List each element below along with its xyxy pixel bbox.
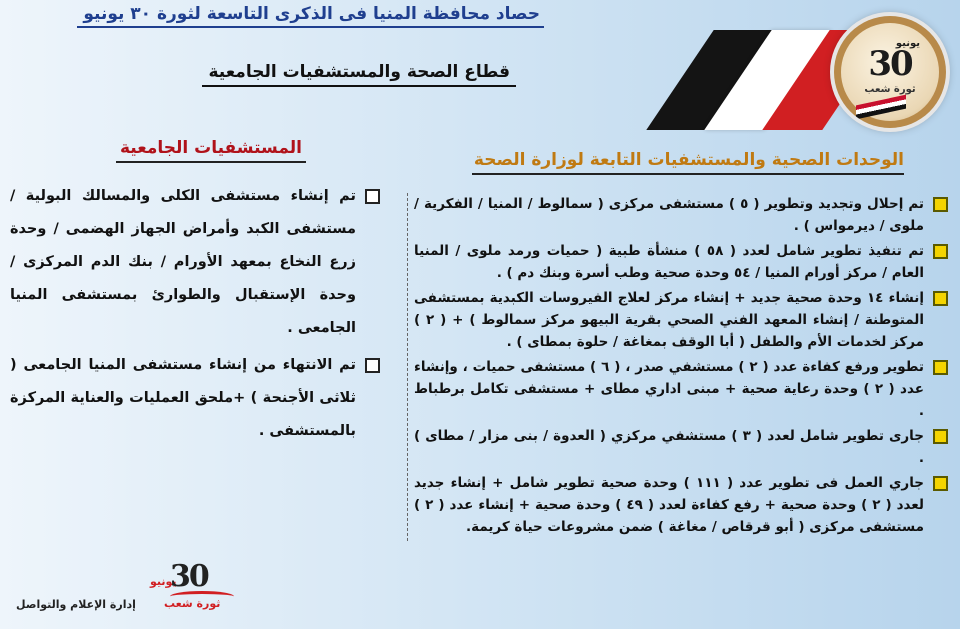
checkbox-bullet-icon: [933, 360, 948, 375]
emblem-subtitle: ثورة شعب: [864, 84, 916, 95]
list-item: [408, 425, 950, 469]
ministry-section-heading: الوحدات الصحية والمستشفيات التابعة لوزارة الصحة: [464, 150, 904, 170]
footer-logo-subtitle: ثورة شعب: [164, 597, 221, 610]
list-item: [408, 193, 950, 237]
checkbox-bullet-icon: [933, 244, 948, 259]
ministry-items-list: [407, 193, 950, 541]
footer-june-30-logo: [150, 559, 242, 610]
page-title: حصاد محافظة المنيا فى الذكرى التاسعة لثورة ٣٠ يونيو: [83, 4, 540, 24]
emblem-number: 30: [868, 44, 912, 84]
list-item-text: جاري العمل فى تطوير عدد ( ١١١ ) وحدة صحية تطوير شامل + إنشاء جديد لعدد ( ٢ ) وحدة صحية + رفع كفاءة لعدد ( ٤٩ ) وحدة صحية + إنشاء عدد ( ٢ ) مستشفى مركزى ( أبو قرقاص / مغاغة ) ضمن مشروعات حياة كريمة.: [414, 475, 924, 535]
sector-title: قطاع الصحة والمستشفيات الجامعية: [208, 62, 510, 82]
list-item-text: تم تنفيذ تطوير شامل لعدد ( ٥٨ ) منشأة طبية ( حميات ورمد ملوى / المنيا العام / مركز أورام المنيا / ٥٤ وحدة صحية وطب أسرة وبنك دم ) .: [414, 243, 924, 281]
checkbox-bullet-icon: [933, 197, 948, 212]
checkbox-bullet-icon: [933, 291, 948, 306]
footer-logo-month: يونيو: [150, 575, 177, 588]
list-item-text: تطوير ورفع كفاءة عدد ( ٢ ) مستشفي صدر ، ( ٦ ) مستشفى حميات ، وإنشاء عدد ( ٢ ) وحدة رعاية صحية + مبنى اداري مطاى + مستشفى تكامل برطباط .: [414, 359, 924, 419]
checkbox-bullet-icon: [365, 358, 380, 373]
emblem-month: يونيو: [895, 38, 920, 49]
checkbox-bullet-icon: [933, 429, 948, 444]
list-item: [10, 349, 382, 448]
footer-logo-number: 30: [170, 559, 208, 594]
list-item-text: تم الانتهاء من إنشاء مستشفى المنيا الجامعى ( ثلاثى الأجنحة ) +ملحق العمليات والعناية المركزة بالمستشفى .: [10, 357, 356, 439]
list-item: [10, 180, 382, 345]
list-item-text: جارى تطوير شامل لعدد ( ٣ ) مستشفي مركزي ( العدوة / بنى مزار / مطاى ) .: [414, 428, 924, 466]
list-item: [408, 356, 950, 422]
flag-stripes-decoration: [660, 30, 840, 130]
department-name: إدارة الإعلام والتواصل: [16, 598, 136, 611]
list-item: [408, 472, 950, 538]
list-item: [408, 240, 950, 284]
list-item-text: تم إنشاء مستشفى الكلى والمسالك البولية / مستشفى الكبد وأمراض الجهاز الهضمى / وحدة زرع النخاع بمعهد الأورام / بنك الدم المركزى / وحدة الإستقبال والطوارئ بمستشفى المنيا الجامعى .: [10, 188, 356, 336]
checkbox-bullet-icon: [933, 476, 948, 491]
hospitals-section-heading: المستشفيات الجامعية: [120, 138, 302, 158]
june-30-emblem: [834, 16, 946, 128]
hospitals-items-list: [10, 180, 382, 452]
list-item: [408, 287, 950, 353]
checkbox-bullet-icon: [365, 189, 380, 204]
list-item-text: إنشاء ١٤ وحدة صحية جديد + إنشاء مركز لعلاج الفيروسات الكبدية بمستشفى المتوطنة / إنشاء المعهد الفني الصحي بقرية البيهو مركز سمالوط ) + ( ٢ ) مركز لخدمات الأم والطفل ( أبا الوقف بمغاغة / حلوة بمطاى ) .: [414, 290, 924, 350]
list-item-text: تم إحلال وتجديد وتطوير ( ٥ ) مستشفى مركزى ( سمالوط / المنيا / الفكرية / ملوى / ديرمواس ) .: [414, 196, 924, 234]
